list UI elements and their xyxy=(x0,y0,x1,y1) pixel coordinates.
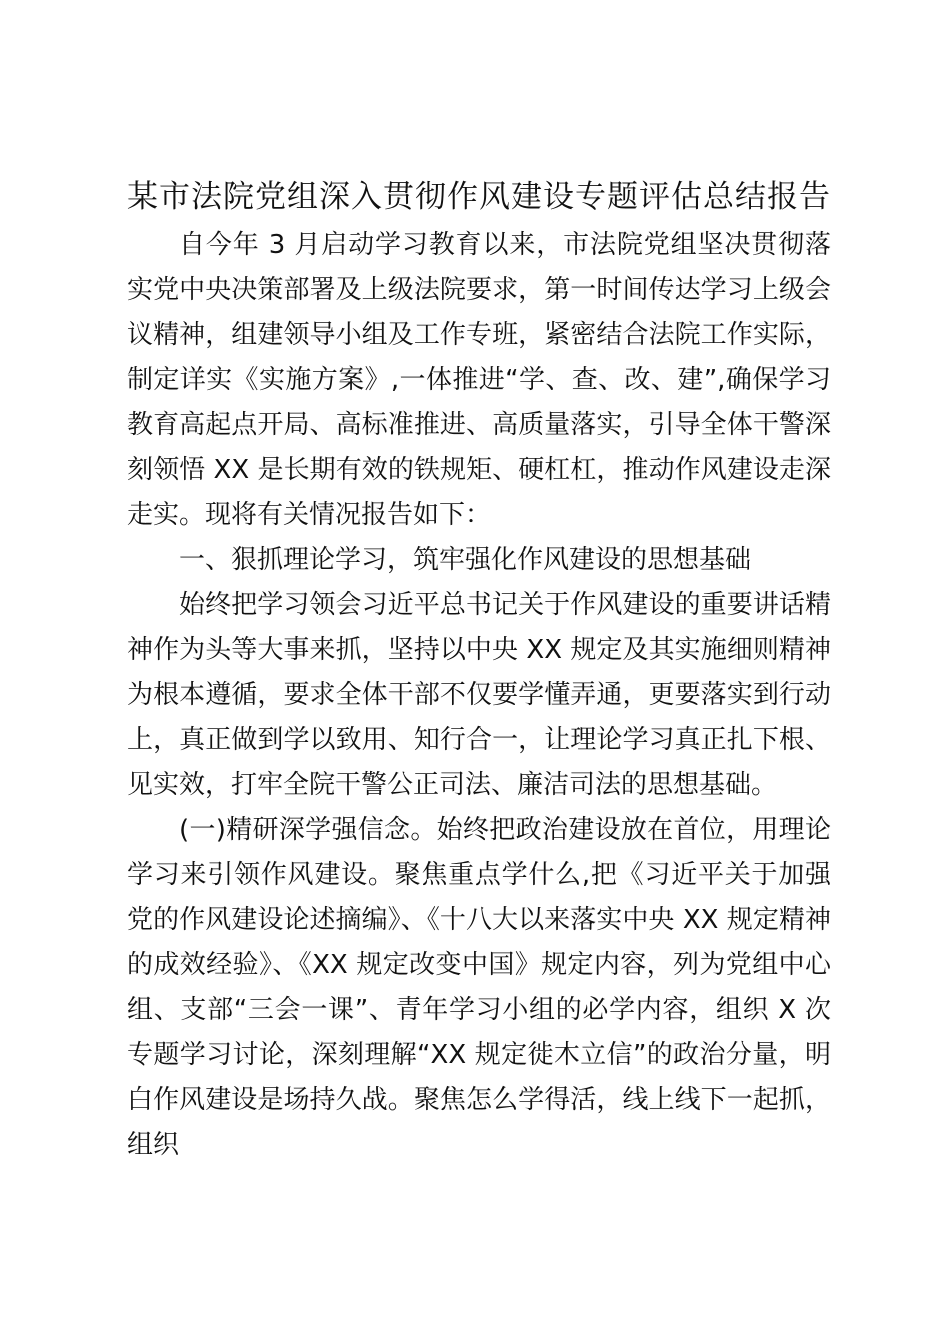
document-content xyxy=(127,172,831,1168)
subsection-1-paragraph: (一)精研深学强信念。始终把政治建设放在首位，用理论学习来引领作风建设。聚焦重点学什么,把《习近平关于加强党的作风建设论述摘编》、《十八大以来落实中央 XX 规定精神的成效经验》、《XX 规定改变中国》规定内容，列为党组中心组、支部“三会一课”、青年学习小组的必学内容，组织 X 次专题学习讨论，深刻理解“XX 规定徙木立信”的政治分量，明白作风建设是场持久战。聚焦怎么学得活，线上线下一起抓，组织 xyxy=(127,815,831,1160)
document-body xyxy=(127,223,831,1168)
section-1-paragraph: 始终把学习领会习近平总书记关于作风建设的重要讲话精神作为头等大事来抓，坚持以中央 XX 规定及其实施细则精神为根本遵循，要求全体干部不仅要学懂弄通，更要落实到行动上，真正做到学以致用、知行合一，让理论学习真正扎下根、见实效，打牢全院干警公正司法、廉洁司法的思想基础。 xyxy=(127,590,831,800)
document-title: 某市法院党组深入贯彻作风建设专题评估总结报告 xyxy=(127,179,831,215)
section-heading-1: 一、狠抓理论学习，筑牢强化作风建设的思想基础 xyxy=(179,545,752,575)
intro-paragraph: 自今年 3 月启动学习教育以来，市法院党组坚决贯彻落实党中央决策部署及上级法院要求，第一时间传达学习上级会议精神，组建领导小组及工作专班，紧密结合法院工作实际，制定详实《实施方案》,一体推进“学、查、改、建”,确保学习教育高起点开局、高标准推进、高质量落实，引导全体干警深刻领悟 XX 是长期有效的铁规矩、硬杠杠，推动作风建设走深走实。现将有关情况报告如下： xyxy=(127,230,831,530)
